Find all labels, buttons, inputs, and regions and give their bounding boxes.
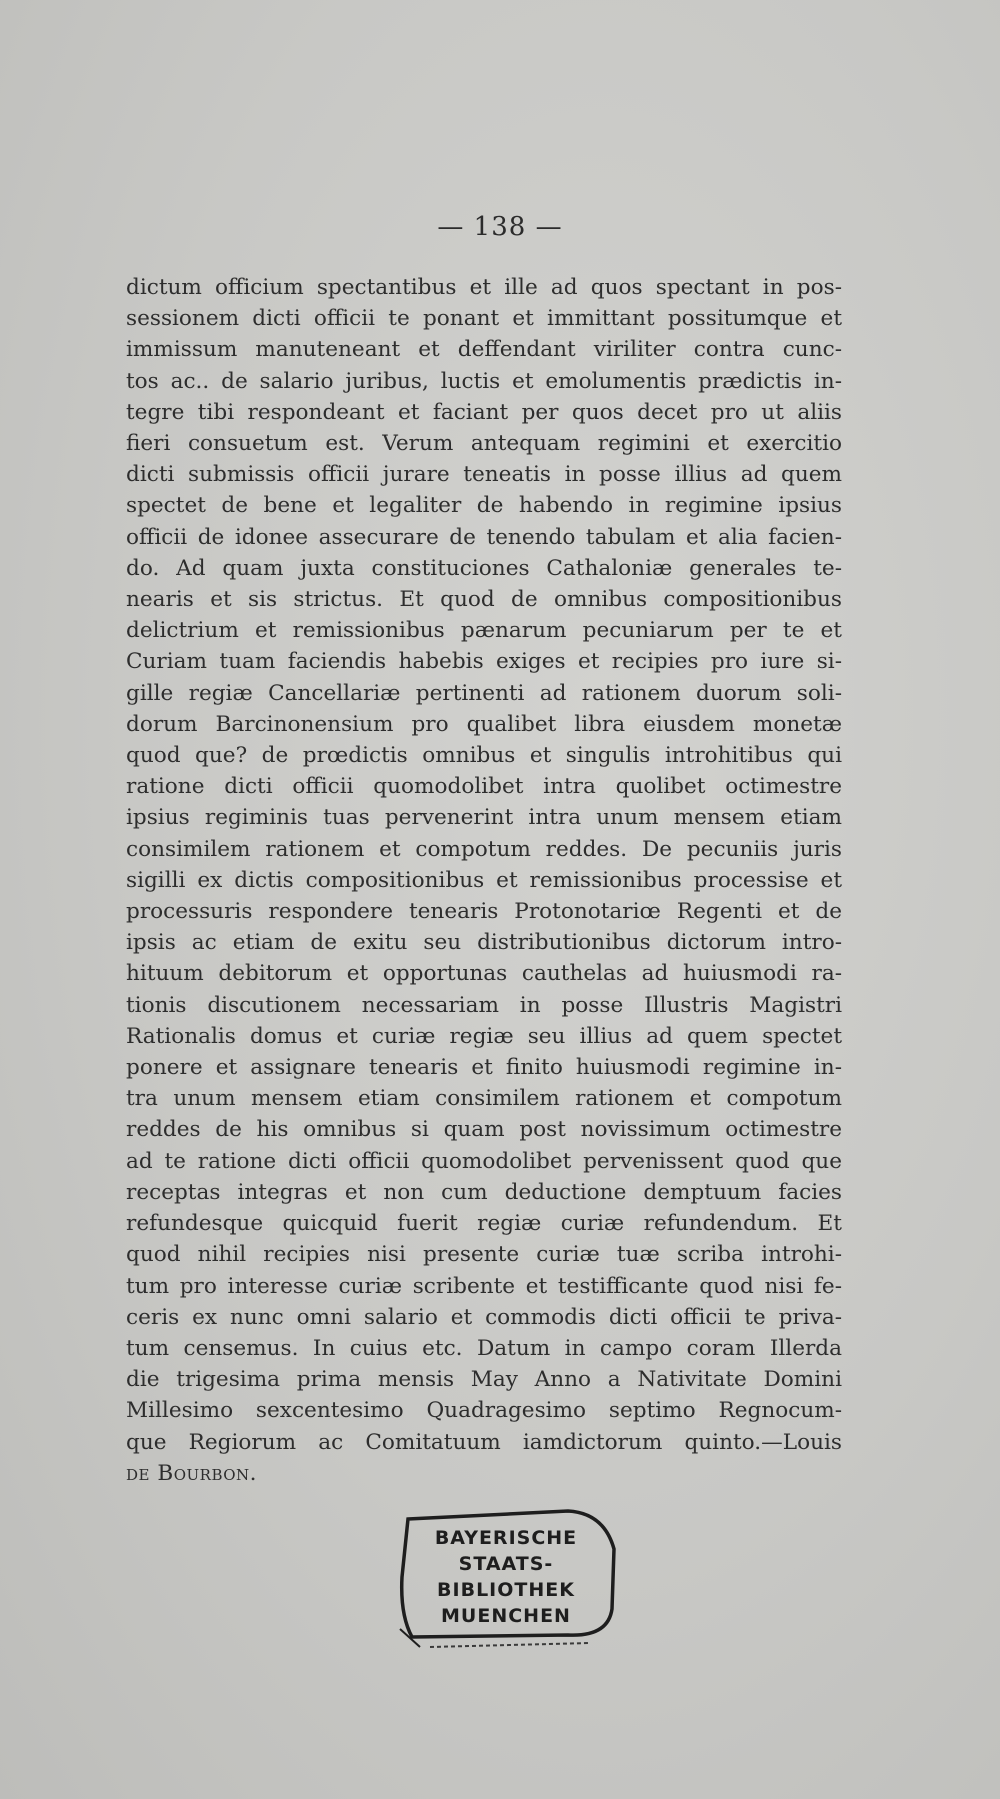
text-line: tra unum mensem etiam consimilem rationem et compotum <box>126 1086 842 1112</box>
text-line: hituum debitorum et opportunas cauthelas ad huiusmodi ra- <box>126 961 842 987</box>
text-line: fieri consuetum est. Verum antequam regimini et exercitio <box>126 431 842 457</box>
text-line: sigilli ex dictis compositionibus et remissionibus processise et <box>126 867 842 893</box>
text-line: ceris ex nunc omni salario et commodis dicti officii te priva- <box>126 1304 842 1330</box>
text-line: dictum officium spectantibus et ille ad quos spectant in pos- <box>126 275 842 300</box>
text-line: tionis discutionem necessariam in posse Illustris Magistri <box>126 992 842 1018</box>
text-line: ipsius regiminis tuas pervenerint intra unum mensem etiam <box>126 805 842 831</box>
text-line: ratione dicti officii quomodolibet intra quolibet octimestre <box>126 774 842 800</box>
text-line: receptas integras et non cum deductione demptuum facies <box>126 1179 842 1205</box>
text-line: tos ac.. de salario juribus, luctis et emolumentis prædictis in- <box>126 368 842 394</box>
stamp-line: BAYERISCHE <box>434 1527 578 1549</box>
text-line: tum pro interesse curiæ scribente et testifficante quod nisi fe- <box>126 1273 842 1299</box>
text-line: processuris respondere tenearis Protonotariœ Regenti et de <box>126 899 842 925</box>
text-line: spectet de bene et legaliter de habendo in regimine ipsius <box>126 493 842 519</box>
stamp-line: BIBLIOTHEK <box>437 1579 575 1601</box>
text-line: que Regiorum ac Comitatuum iamdictorum quinto.—Louis <box>126 1429 842 1455</box>
text-line: die trigesima prima mensis May Anno a Nativitate Domini <box>126 1367 842 1393</box>
text-line: Rationalis domus et curiæ regiæ seu illius ad quem spectet <box>126 1023 842 1049</box>
text-line: Curiam tuam faciendis habebis exiges et recipies pro iure si- <box>126 649 842 675</box>
text-line: ponere et assignare tenearis et finito huiusmodi regimine in- <box>126 1055 842 1081</box>
text-line: consimilem rationem et compotum reddes. De pecuniis juris <box>126 836 842 862</box>
document-body <box>126 272 842 1489</box>
text-line: dorum Barcinonensium pro qualibet libra eiusdem monetæ <box>126 711 842 737</box>
library-stamp <box>390 1497 622 1652</box>
text-line: tum censemus. In cuius etc. Datum in campo coram Illerda <box>126 1335 842 1361</box>
stamp-line: STAATS- <box>458 1553 554 1575</box>
text-line: officii de idonee assecurare de tenendo tabulam et alia facien- <box>126 524 842 550</box>
text-line: nearis et sis strictus. Et quod de omnibus compositionibus <box>126 587 842 613</box>
text-line: Millesimo sexcentesimo Quadragesimo septimo Regnocum- <box>126 1398 842 1424</box>
text-line: delictrium et remissionibus pænarum pecuniarum per te et <box>126 618 842 644</box>
stamp-line: MUENCHEN <box>441 1605 571 1627</box>
text-line: quod que? de prœdictis omnibus et singulis introhitibus qui <box>126 743 842 769</box>
text-line: refundesque quicquid fuerit regiæ curiæ refundendum. Et <box>126 1211 842 1237</box>
text-line: tegre tibi respondeant et faciant per quos decet pro ut aliis <box>126 399 842 425</box>
text-line: quod nihil recipies nisi presente curiæ tuæ scriba introhi- <box>126 1242 842 1268</box>
text-line: gille regiæ Cancellariæ pertinenti ad rationem duorum soli- <box>126 680 842 706</box>
text-line: dicti submissis officii jurare teneatis in posse illius ad quem <box>126 462 842 488</box>
text-line: do. Ad quam juxta constituciones Cathaloniæ generales te- <box>126 555 842 581</box>
text-line: sessionem dicti officii te ponant et immittant possitumque et <box>126 306 842 332</box>
text-line: ipsis ac etiam de exitu seu distributionibus dictorum intro- <box>126 930 842 956</box>
text-line: ad te ratione dicti officii quomodolibet pervenissent quod que <box>126 1148 842 1174</box>
page-number: — 138 — <box>437 212 563 242</box>
text-line: immissum manuteneant et deffendant viriliter contra cunc- <box>126 337 842 363</box>
signature: de Bourbon. <box>126 1460 258 1486</box>
text-line: reddes de his omnibus si quam post novissimum octimestre <box>126 1117 842 1143</box>
